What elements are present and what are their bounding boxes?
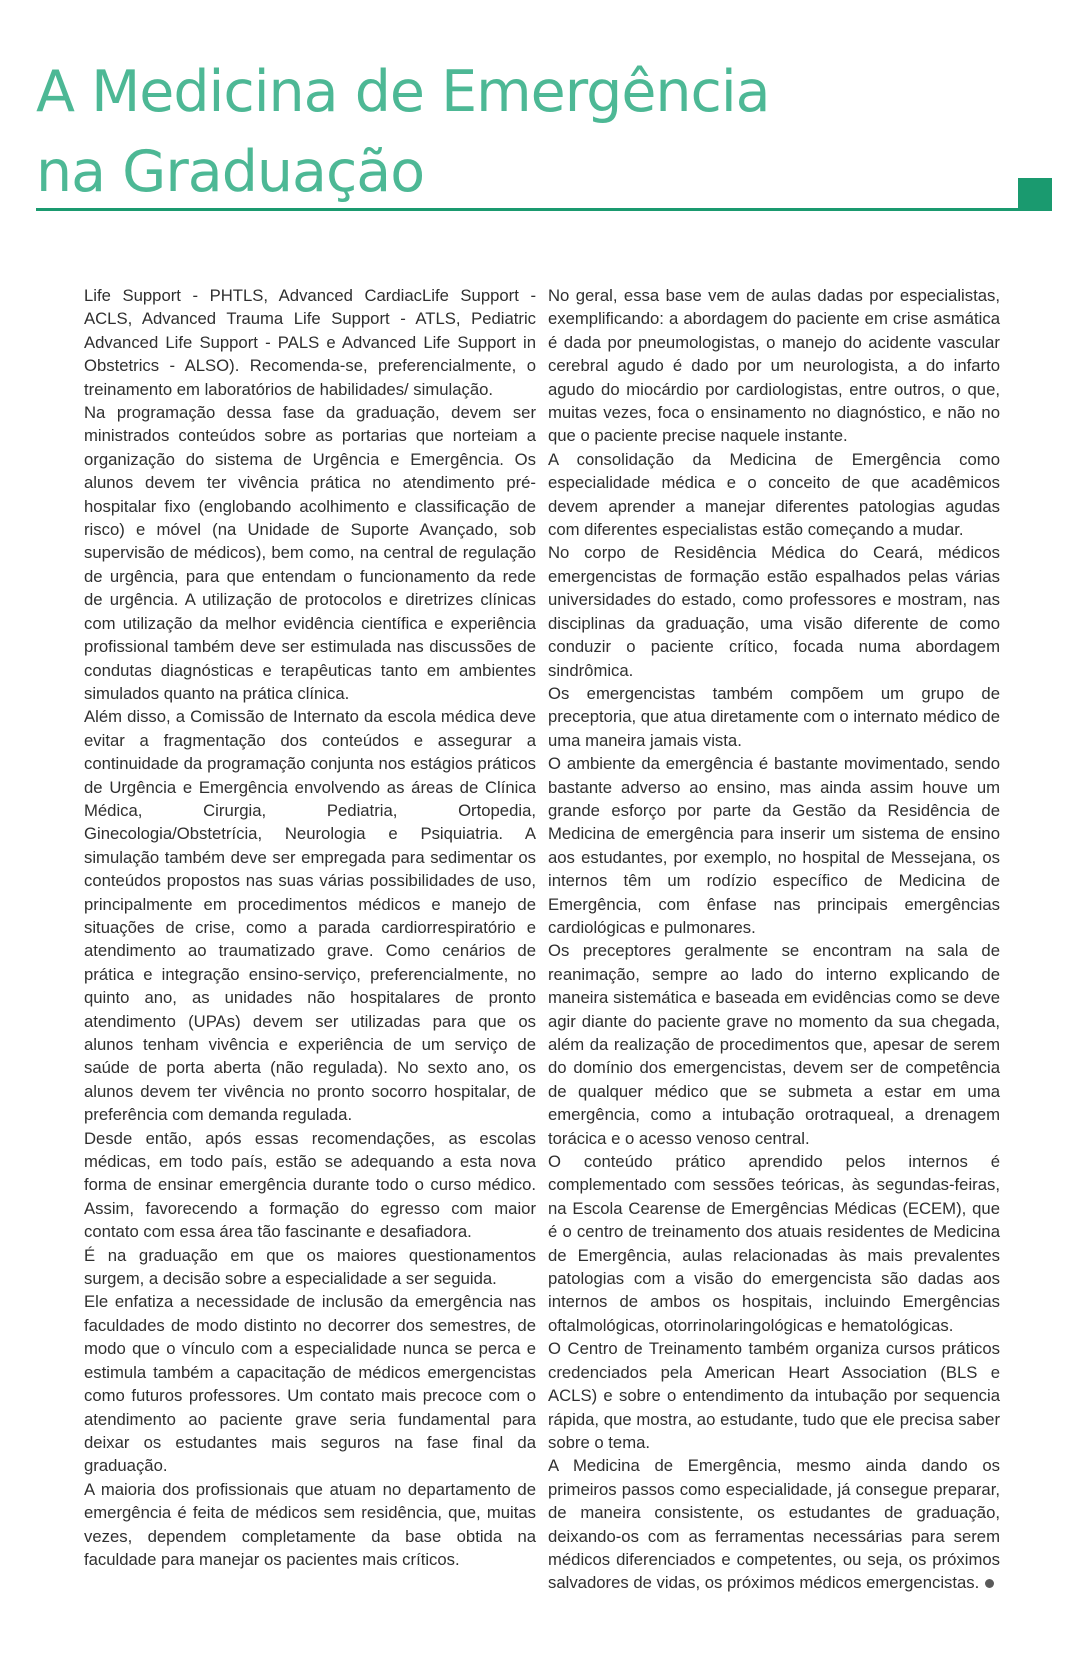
- paragraph: O Centro de Treinamento também organiza cursos práticos credenciados pela American Heart Association (BLS e ACLS) e sobre o entendimento da intubação por sequencia rápida, que mostra, ao estudante, tudo que ele precisa saber sobre o tema.: [548, 1339, 1000, 1452]
- paragraph: O ambiente da emergência é bastante movimentado, sendo bastante adverso ao ensino, mas ainda assim houve um grande esforço por parte da Gestão da Residência de Medicina de emergência para inserir um sistema de ensino aos estudantes, por exemplo, no hospital de Messejana, os internos têm um rodízio específico de Medicina de Emergência, com ênfase nas principais emergências cardiológicas e pulmonares.: [548, 754, 1000, 937]
- article-title: [36, 52, 816, 212]
- title-underline: [36, 208, 1048, 211]
- right-column: [548, 284, 1000, 1595]
- paragraph: A maioria dos profissionais que atuam no departamento de emergência é feita de médicos sem residência, que, muitas vezes, dependem completamente da base obtida na faculdade para manejar os pacientes mais críticos.: [84, 1479, 536, 1569]
- paragraph: Desde então, após essas recomendações, as escolas médicas, em todo país, estão se adequando a esta nova forma de ensinar emergência durante todo o curso médico. Assim, favorecendo a formação do egresso com maior contato com essa área tão fascinante e desafiadora.: [84, 1128, 536, 1242]
- title-line-1: A Medicina de Emergência: [36, 59, 770, 125]
- paragraph: Na programação dessa fase da graduação, devem ser ministrados conteúdos sobre as portarias que norteiam a organização do sistema de Urgência e Emergência. Os alunos devem ter vivência prática no atendimento pré-hospitalar fixo (englobando acolhimento e classificação de risco) e móvel (na Unidade de Suporte Avançado, sob supervisão de médicos), bem como, na central de regulação de urgência, para que entendam o funcionamento da rede de urgência. A utilização de protocolos e diretrizes clínicas com utilização da melhor evidência científica e experiência profissional também deve ser estimulada nas discussões de condutas diagnósticas e terapêuticas tanto em ambientes simulados quanto na prática clínica.: [84, 403, 536, 703]
- paragraph: Ele enfatiza a necessidade de inclusão da emergência nas faculdades de modo distinto no decorrer dos semestres, de modo que o vínculo com a especialidade nunca se perca e estimula também a capacitação de médicos emergencistas como futuros professores. Um contato mais precoce com o atendimento ao paciente grave seria fundamental para deixar os estudantes mais seguros na fase final da graduação.: [84, 1292, 536, 1476]
- paragraph: No corpo de Residência Médica do Ceará, médicos emergencistas de formação estão espalhados pelas várias universidades do estado, como professores e mostram, nas disciplinas da graduação, uma visão diferente de como conduzir o paciente crítico, focada numa abordagem sindrômica.: [548, 543, 1000, 680]
- paragraph: O conteúdo prático aprendido pelos internos é complementado com sessões teóricas, às segundas-feiras, na Escola Cearense de Emergências Médicas (ECEM), que é o centro de treinamento dos atuais residentes de Medicina de Emergência, aulas relacionadas às mais prevalentes patologias com a visão do emergencista são dadas aos internos de ambos os hospitais, incluindo Emergências oftalmológicas, otorrinolaringológicas e hematológicas.: [548, 1152, 1000, 1335]
- paragraph: Os emergencistas também compõem um grupo de preceptoria, que atua diretamente com o internato médico de uma maneira jamais vista.: [548, 683, 1000, 750]
- paragraph: Life Support - PHTLS, Advanced CardiacLife Support - ACLS, Advanced Trauma Life Support - ATLS, Pediatric Advanced Life Support - PALS e Advanced Life Support in Obstetrics - ALSO). Recomenda-se, preferencialmente, o treinamento em laboratórios de habilidades/ simulação.: [84, 286, 536, 399]
- last-paragraph: [548, 1454, 1000, 1594]
- title-line-2: na Graduação: [36, 139, 425, 205]
- title-accent-square: [1018, 178, 1052, 211]
- paragraph: Os preceptores geralmente se encontram na sala de reanimação, sempre ao lado do interno explicando de maneira sistemática e baseada em evidências como se deve agir diante do paciente grave no momento da sua chegada, além da realização de procedimentos que, apesar de serem do domínio dos emergencistas, devem ser de competência de qualquer médico que se submeta a estar em uma emergência, como a intubação orotraqueal, a drenagem torácica e o acesso venoso central.: [548, 941, 1000, 1148]
- paragraph: É na graduação em que os maiores questionamentos surgem, a decisão sobre a especialidade a ser seguida.: [84, 1245, 536, 1289]
- left-column: [84, 284, 536, 1571]
- paragraph: Além disso, a Comissão de Internato da escola médica deve evitar a fragmentação dos conteúdos e assegurar a continuidade da programação conjunta nos estágios práticos de Urgência e Emergência envolvendo as áreas de Clínica Médica, Cirurgia, Pediatria, Ortopedia, Ginecologia/Obstetrícia, Neurologia e Psiquiatria. A simulação também deve ser empregada para sedimentar os conteúdos propostos nas suas várias possibilidades de uso, principalmente em procedimentos médicos e manejo de situações de crise, como a parada cardiorrespiratório e atendimento ao traumatizado grave. Como cenários de prática e integração ensino-serviço, preferencialmente, no quinto ano, as unidades não hospitalares de pronto atendimento (UPAs) devem ser utilizadas para que os alunos tenham vivência e experiência de um serviço de saúde de porta aberta (não regulada). No sexto ano, os alunos devem ter vivência no pronto socorro hospitalar, de preferência com demanda regulada.: [84, 707, 536, 1125]
- paragraph: A consolidação da Medicina de Emergência como especialidade médica e o conceito de que acadêmicos devem aprender a manejar diferentes patologias agudas com diferentes especialistas estão começando a mudar.: [548, 449, 1000, 540]
- paragraph-text: A Medicina de Emergência, mesmo ainda dando os primeiros passos como especialidade, já consegue preparar, de maneira consistente, os estudantes de graduação, deixando-os com as ferramentas necessárias para serem médicos diferenciados e competentes, ou seja, os próximos salvadores de vidas, os próximos médicos emergencistas.: [548, 1456, 1000, 1593]
- paragraph: No geral, essa base vem de aulas dadas por especialistas, exemplificando: a abordagem do paciente em crise asmática é dada por pneumologistas, o manejo do acidente vascular cerebral agudo é dado por um neurologista, a do infarto agudo do miocárdio por cardiologistas, entre outros, o que, muitas vezes, foca o ensinamento no diagnóstico, e não no que o paciente precise naquele instante.: [548, 286, 1000, 446]
- end-mark-icon: [985, 1579, 994, 1588]
